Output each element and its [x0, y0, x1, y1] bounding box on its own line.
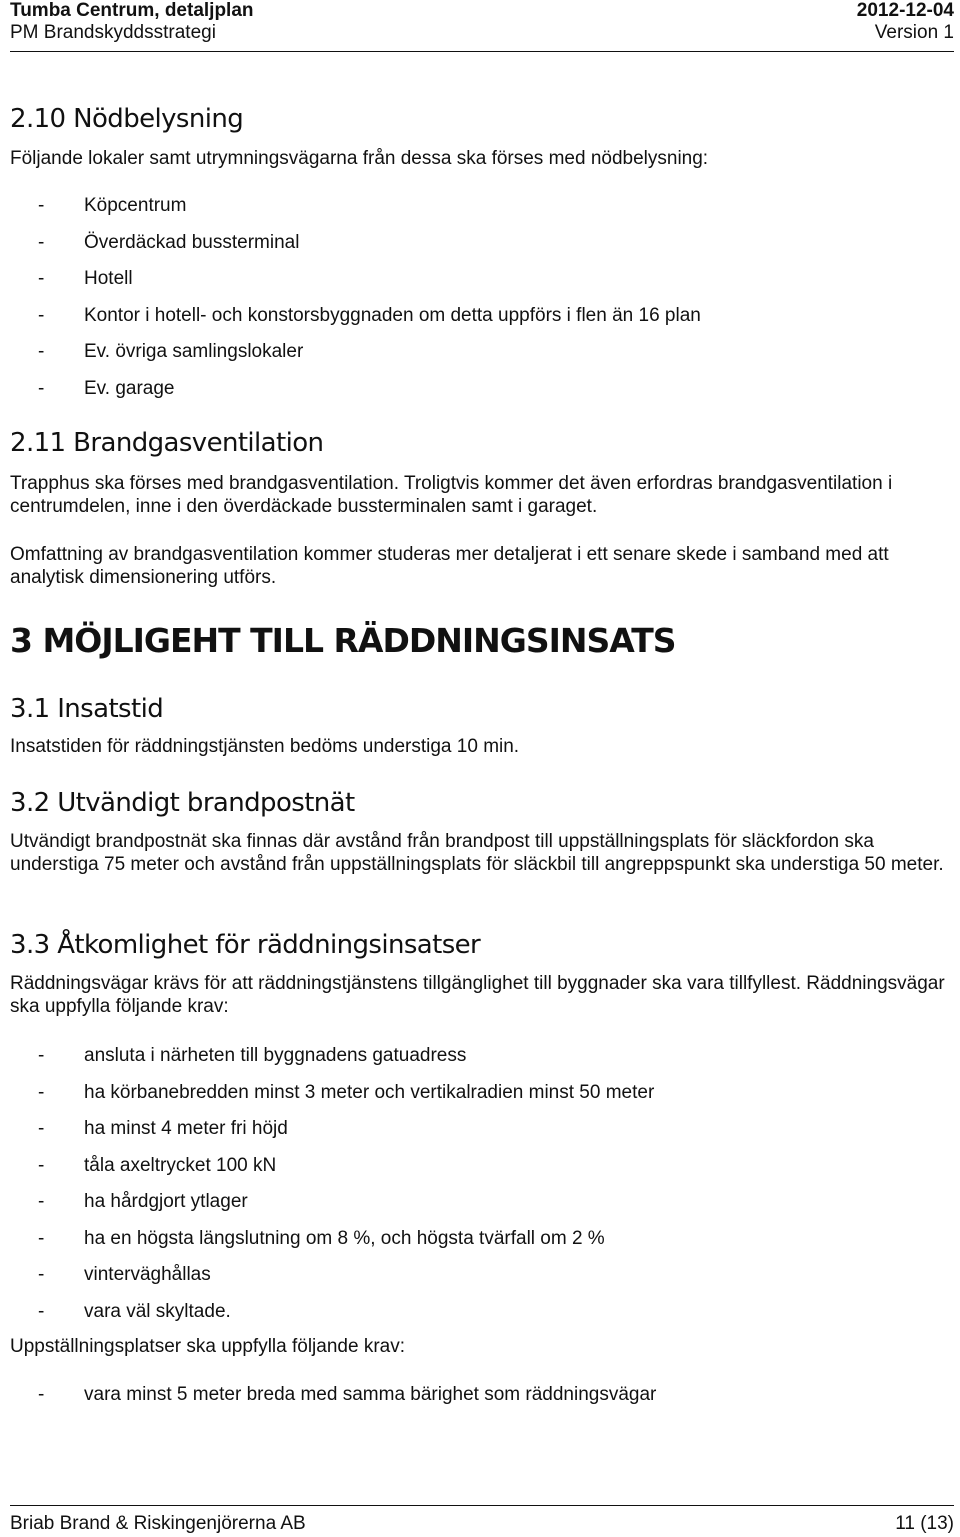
dash-marker: - [38, 1264, 45, 1285]
section-heading: 3.3 Åtkomlighet för räddningsinsatser [10, 930, 481, 960]
list-item-text: vinterväghållas [84, 1264, 211, 1285]
dash-marker: - [38, 1118, 45, 1139]
list-item-text: ha minst 4 meter fri höjd [84, 1118, 288, 1139]
list-item-text: Kontor i hotell- och konstorsbyggnaden om detta uppförs i flen än 16 plan [84, 304, 701, 326]
list-item-text: tåla axeltrycket 100 kN [84, 1154, 277, 1176]
section-2-11 [10, 426, 954, 460]
dash-marker: - [38, 1227, 45, 1249]
footer-divider [10, 1505, 954, 1506]
paragraph: Omfattning av brandgasventilation kommer studeras mer detaljerat i ett senare skede i samband med att analytisk dimensionering utförs. [10, 544, 889, 588]
bullet-list [10, 194, 954, 400]
paragraph: Räddningsvägar krävs för att räddningstjänstens tillgänglighet till byggnader ska vara tillfyllest. Räddningsvägar ska uppfylla följande krav: [10, 973, 945, 1017]
dash-marker: - [38, 1300, 45, 1322]
list-item-text: ha hårdgjort ytlager [84, 1191, 248, 1212]
list-item [10, 1081, 954, 1104]
list-item-text: Köpcentrum [84, 195, 187, 216]
header-version: Version 1 [874, 22, 954, 43]
list-item [10, 1300, 954, 1323]
chapter-heading: 3 MÖJLIGEHT TILL RÄDDNINGSINSATS [10, 621, 676, 660]
dash-marker: - [38, 1191, 45, 1212]
paragraph: Trapphus ska förses med brandgasventilation. Troligtvis kommer det även erfordras brandgasventilation i centrumdelen, inne i den överdäckade bussterminalen samt i garaget. [10, 473, 893, 517]
dash-marker: - [38, 1045, 45, 1066]
list-item-text: ha körbanebredden minst 3 meter och vertikalradien minst 50 meter [84, 1081, 655, 1103]
section-2-10 [10, 102, 954, 136]
header-title: Tumba Centrum, detaljplan [10, 0, 254, 21]
list-item [10, 340, 954, 363]
list-item [10, 231, 954, 254]
list-item [10, 377, 954, 400]
dash-marker: - [38, 1384, 45, 1405]
dash-marker: - [38, 1081, 45, 1103]
section-3-2 [10, 786, 954, 820]
chapter-3 [10, 620, 954, 662]
paragraph: Följande lokaler samt utrymningsvägarna från dessa ska förses med nödbelysning: [10, 148, 709, 169]
list-item-text: ha en högsta längslutning om 8 %, och högsta tvärfall om 2 % [84, 1227, 605, 1249]
list-item-text: vara väl skyltade. [84, 1300, 231, 1322]
section-3-1 [10, 692, 954, 726]
dash-marker: - [38, 377, 45, 399]
list-item [10, 304, 954, 327]
header-subtitle: PM Brandskyddsstrategi [10, 22, 216, 43]
list-item [10, 1263, 954, 1286]
list-item [10, 1190, 954, 1213]
list-item [10, 1044, 954, 1067]
list-item-text: Ev. garage [84, 377, 175, 399]
dash-marker: - [38, 268, 45, 289]
list-item-text: Överdäckad bussterminal [84, 231, 300, 253]
dash-marker: - [38, 341, 45, 362]
section-heading: 2.11 Brandgasventilation [10, 428, 324, 458]
paragraph: Utvändigt brandpostnät ska finnas där avstånd från brandpost till uppställningsplats för släckfordon ska understiga 75 meter och avstånd från uppställningsplats för släckbil till angreppspunkt ska understiga 50 meter. [10, 831, 944, 875]
list-item-text: ansluta i närheten till byggnadens gatuadress [84, 1045, 467, 1066]
list-item [10, 1227, 954, 1250]
list-item-text: vara minst 5 meter breda med samma bärighet som räddningsvägar [84, 1384, 657, 1405]
list-item [10, 267, 954, 290]
header-date: 2012-12-04 [856, 0, 954, 21]
list-item [10, 1117, 954, 1140]
header-divider [10, 51, 954, 52]
dash-marker: - [38, 304, 45, 326]
list-item [10, 1383, 954, 1406]
list-item-text: Ev. övriga samlingslokaler [84, 341, 304, 362]
paragraph: Uppställningsplatser ska uppfylla följande krav: [10, 1336, 405, 1357]
section-heading: 2.10 Nödbelysning [10, 104, 244, 134]
dash-marker: - [38, 195, 45, 216]
list-item-text: Hotell [84, 268, 133, 289]
section-3-3 [10, 928, 954, 962]
dash-marker: - [38, 1154, 45, 1176]
dash-marker: - [38, 231, 45, 253]
list-item [10, 194, 954, 217]
paragraph: Insatstiden för räddningstjänsten bedöms understiga 10 min. [10, 736, 520, 757]
bullet-list [10, 1044, 954, 1323]
footer-page-number: 11 (13) [895, 1513, 954, 1534]
section-heading: 3.2 Utvändigt brandpostnät [10, 788, 355, 818]
list-item [10, 1154, 954, 1177]
section-heading: 3.1 Insatstid [10, 694, 164, 724]
bullet-list [10, 1383, 954, 1406]
footer-company: Briab Brand & Riskingenjörerna AB [10, 1513, 306, 1534]
